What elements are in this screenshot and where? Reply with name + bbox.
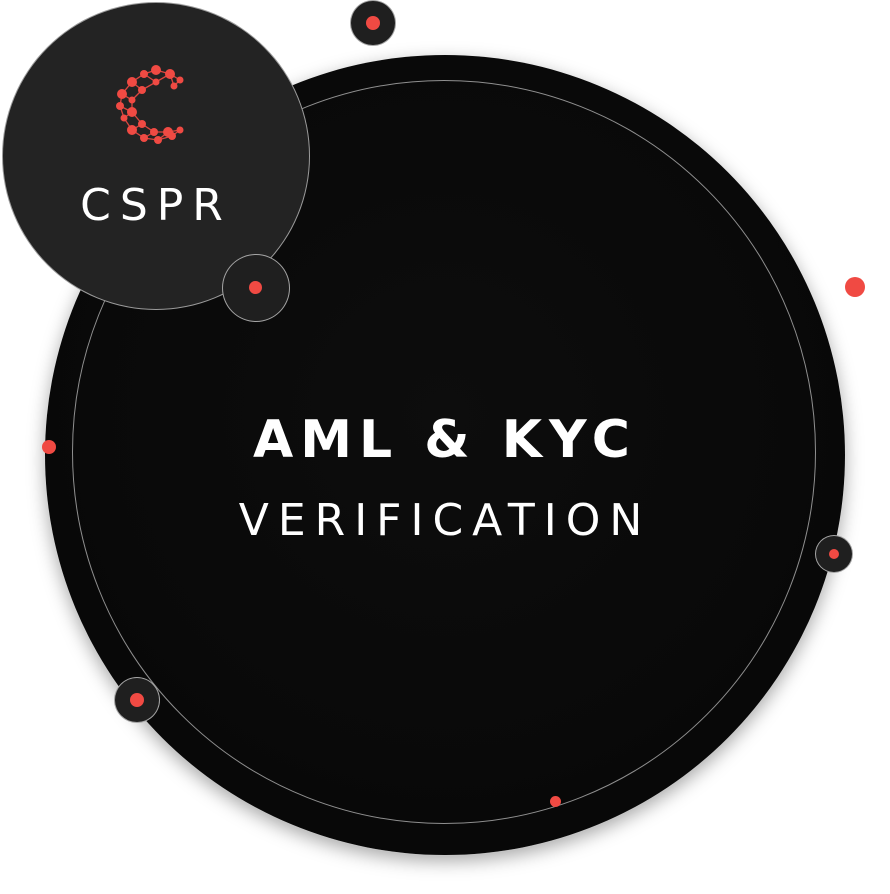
- cspr-logo-text: CSPR: [80, 180, 232, 231]
- orbit-node-badge: [222, 254, 290, 322]
- orbit-node-right: [815, 535, 853, 573]
- orbit-dot-left: [42, 440, 56, 454]
- heading-subtitle: VERIFICATION: [238, 495, 652, 546]
- orbit-dot-bottom: [550, 796, 561, 807]
- orbit-node-bottom-left: [114, 677, 160, 723]
- orbit-dot-right: [845, 277, 865, 297]
- heading-title: AML & KYC: [253, 410, 637, 470]
- orbit-node-top: [350, 0, 396, 46]
- cspr-network-c-icon: [108, 60, 196, 154]
